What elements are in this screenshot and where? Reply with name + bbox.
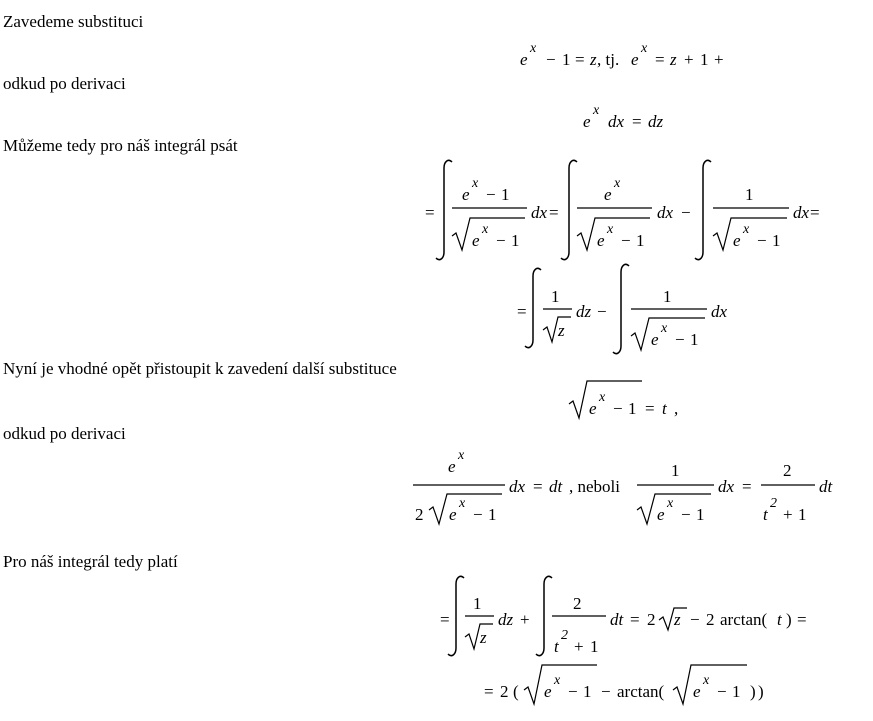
derivative-text-2: odkud po derivaci [3,424,126,443]
result-intro-text: Pro náš integrál tedy platí [3,552,178,571]
one-const: 1 [732,682,741,701]
dx-text: dx [509,477,526,496]
eq-op: = [425,203,435,222]
plus-op: + [574,637,584,656]
minus-op: − [568,682,578,701]
close-paren: ) [750,682,756,701]
e-var: e [449,505,457,524]
z-var: z [674,610,681,629]
z-var: z [670,50,677,69]
dx-text: dx [608,112,625,131]
one-const: 1 [772,231,781,250]
minus-op: − [473,505,483,524]
e-var: e [693,682,701,701]
two-sup: 2 [770,496,777,511]
one-const: 1 [700,50,709,69]
x-sup: x [472,176,479,191]
second-substitution-text: Nyní je vhodné opět přistoupit k zavedení další substituce [3,359,397,378]
one-const: 1 [628,399,637,418]
minus-op: − [690,610,700,629]
x-sup: x [607,222,614,237]
one-const: 1 [488,505,497,524]
minus-op: − [717,682,727,701]
plus-op: + [520,610,530,629]
dx-text: dx [718,477,735,496]
close-paren: ) [758,682,764,701]
t-var: t [554,637,559,656]
dt-text: dt [819,477,833,496]
two-const: 2 [415,505,424,524]
x-sup: x [743,222,750,237]
one-const: 1 [501,185,510,204]
plus-op: + [684,50,694,69]
dt-text: dt [610,610,624,629]
e-var: e [544,682,552,701]
x-sup: x [530,41,537,56]
minus-op: − [675,330,685,349]
two-const: 2 [573,594,582,613]
minus-op: − [613,399,623,418]
eq-op: = [484,682,494,701]
t-var: t [777,610,782,629]
minus-op: − [597,302,607,321]
minus-op: − [601,682,611,701]
x-sup: x [593,103,600,118]
t-var: t [662,399,667,418]
two-const: 2 [500,682,509,701]
eq-op: = [630,610,640,629]
dx-text: dx [657,203,674,222]
open-paren: ( [513,682,519,701]
dx-text: dx [711,302,728,321]
one-const: 1 [696,505,705,524]
one-const: 1 [551,287,560,306]
one-const: 1 [511,231,520,250]
x-sup: x [614,176,621,191]
two-sup: 2 [561,628,568,643]
eq-op: = [533,477,543,496]
one-const: 1 [671,461,680,480]
e-var: e [448,457,456,476]
eq-op: = [645,399,655,418]
dx-text: dx [531,203,548,222]
eq-op: = [517,302,527,321]
integral-intro-text: Můžeme tedy pro náš integrál psát [3,136,238,155]
minus-op: − [757,231,767,250]
arctan-text: arctan( [720,610,768,629]
e-var: e [657,505,665,524]
x-sup: x [703,673,710,688]
z-var: z [590,50,597,69]
x-sup: x [482,222,489,237]
plus-op: + [783,505,793,524]
two-const: 2 [783,461,792,480]
minus-op: − [621,231,631,250]
e-var: e [462,185,470,204]
eq-op: = [655,50,665,69]
dt-text: dt [549,477,563,496]
one-const: 1 [590,637,599,656]
one-const: 1 [745,185,754,204]
dz-text: dz [498,610,514,629]
eq-op: = [797,610,807,629]
one-const: 1 [636,231,645,250]
eq-op: = [742,477,752,496]
minus-op: − [681,203,691,222]
one-const: 1 [562,50,571,69]
eq-op: = [632,112,642,131]
e-var: e [651,330,659,349]
x-sup: x [599,390,606,405]
e-var: e [597,231,605,250]
e-var: e [520,50,528,69]
arctan-text: arctan( [617,682,665,701]
plus-op: + [714,50,724,69]
eq-op: = [810,203,820,222]
dz-text: dz [576,302,592,321]
close-paren: ) [786,610,792,629]
two-const: 2 [706,610,715,629]
tj-text: , tj. [597,50,620,69]
minus-op: − [681,505,691,524]
t-var: t [763,505,768,524]
one-const: 1 [663,287,672,306]
e-var: e [472,231,480,250]
x-sup: x [458,448,465,463]
intro-substitution-text: Zavedeme substituci [3,12,144,31]
e-var: e [589,399,597,418]
z-var: z [480,628,487,647]
derivative-text-1: odkud po derivaci [3,74,126,93]
two-const: 2 [647,610,656,629]
eq-op: = [440,610,450,629]
e-var: e [631,50,639,69]
one-const: 1 [583,682,592,701]
x-sup: x [667,496,674,511]
e-var: e [604,185,612,204]
eq-op: = [549,203,559,222]
e-var: e [583,112,591,131]
x-sup: x [554,673,561,688]
one-const: 1 [473,594,482,613]
neboli-text: , neboli [569,477,620,496]
eq-op: = [575,50,585,69]
e-var: e [733,231,741,250]
comma: , [674,399,679,418]
one-const: 1 [798,505,807,524]
x-sup: x [459,496,466,511]
x-sup: x [641,41,648,56]
minus-op: − [496,231,506,250]
minus-op: − [546,50,556,69]
dx-text: dx [793,203,810,222]
minus-op: − [486,185,496,204]
one-const: 1 [690,330,699,349]
x-sup: x [661,321,668,336]
z-var: z [558,321,565,340]
dz-text: dz [648,112,664,131]
